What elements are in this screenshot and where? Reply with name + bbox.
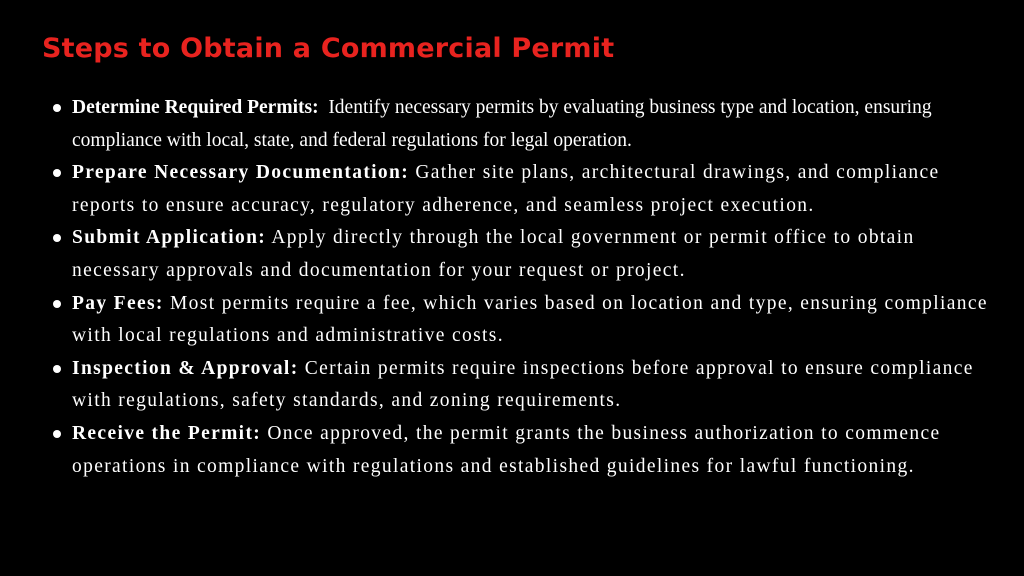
- steps-list: [50, 92, 1000, 483]
- step-description: Certain permits require inspections before approval to ensure compliance with regulations, safety standards, and zoning requirements.: [72, 357, 974, 412]
- bullet-icon: [53, 365, 61, 373]
- list-item-pay-fees: [50, 288, 1000, 353]
- step-term: Submit Application:: [72, 227, 267, 249]
- step-term: Determine Required Permits:: [72, 97, 319, 118]
- step-term: Inspection & Approval:: [72, 357, 299, 379]
- bullet-icon: [53, 234, 61, 242]
- step-term: Prepare Necessary Documentation:: [72, 162, 410, 184]
- bullet-icon: [53, 104, 61, 112]
- step-description: Identify necessary permits by evaluating business type and location, ensuring compliance with local, state, and federal regulations for legal operation.: [72, 97, 932, 151]
- list-item-submit-application: [50, 222, 1000, 287]
- step-term: Pay Fees:: [72, 292, 164, 314]
- bullet-icon: [53, 169, 61, 177]
- list-item-inspection-approval: [50, 353, 1000, 418]
- list-item-determine-permits: [50, 92, 1000, 157]
- step-description: Most permits require a fee, which varies based on location and type, ensuring compliance with local regulations and administrative costs.: [72, 292, 988, 347]
- step-description: Once approved, the permit grants the business authorization to commence operations in compliance with regulations and established guidelines for lawful functioning.: [72, 422, 941, 477]
- step-term: Receive the Permit:: [72, 422, 262, 444]
- step-description: Apply directly through the local government or permit office to obtain necessary approvals and documentation for your request or project.: [72, 227, 915, 281]
- bullet-icon: [53, 430, 61, 438]
- list-item-prepare-documentation: [50, 157, 1000, 222]
- list-item-receive-permit: [50, 418, 1000, 483]
- page-title: Steps to Obtain a Commercial Permit: [42, 33, 615, 64]
- step-description: Gather site plans, architectural drawings, and compliance reports to ensure accuracy, regulatory adherence, and seamless project execution.: [72, 162, 940, 216]
- bullet-icon: [53, 300, 61, 308]
